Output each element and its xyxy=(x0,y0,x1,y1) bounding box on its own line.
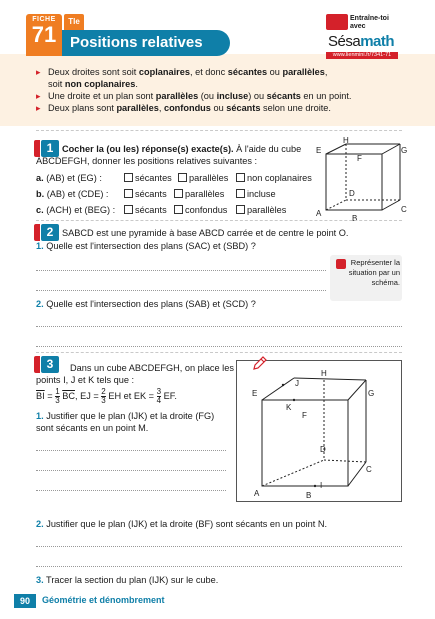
answer-line[interactable] xyxy=(36,546,402,547)
exercise-3-question-3: 3. Tracer la section du plan (IJK) sur le cube. xyxy=(36,575,219,585)
exercise-3-statement-2: points I, J et K tels que : xyxy=(36,375,135,385)
cube-figure-1 xyxy=(312,136,408,222)
exercise-1-statement: Cocher la (ou les) réponse(s) exacte(s). À l'aide du cube xyxy=(62,144,302,154)
label-D: D xyxy=(320,445,326,454)
label-C: C xyxy=(401,205,407,214)
label-B: B xyxy=(306,491,312,500)
label-H: H xyxy=(343,136,349,145)
fraction-1-3: $\frac{1}{3}$ xyxy=(55,387,60,405)
exercise-3-statement: Dans un cube ABCDEFGH, on place les xyxy=(70,363,234,373)
cube-front-face xyxy=(326,154,382,210)
label-A: A xyxy=(254,489,260,498)
exercise-2-question-1: 1. Quelle est l'intersection des plans (SAC) et (SBD) ? xyxy=(36,241,256,251)
tip-box xyxy=(330,255,402,301)
separator xyxy=(36,220,402,221)
chapter-title: Géométrie et dénombrement xyxy=(42,595,165,605)
sesamath-tagline: Entraîne-toi avec xyxy=(350,15,389,30)
label-G: G xyxy=(368,389,375,398)
point-K xyxy=(293,399,295,401)
exercise-2-statement: SABCD est une pyramide à base ABCD carrée et de centre le point O. xyxy=(62,228,349,238)
checkbox[interactable] xyxy=(124,189,133,198)
point-I xyxy=(314,485,316,487)
label-C: C xyxy=(366,465,372,474)
intro-bullet-3: ▸ Deux plans sont parallèles, confondus ou sécants selon une droite. xyxy=(36,102,411,114)
exercise-2-question-2: 2. Quelle est l'intersection des plans (SAB) et (SCD) ? xyxy=(36,299,256,309)
answer-line[interactable] xyxy=(36,566,402,567)
label-G: G xyxy=(401,146,408,155)
exercise-marker xyxy=(34,356,40,373)
checkbox[interactable] xyxy=(236,205,245,214)
answer-line[interactable] xyxy=(36,450,226,451)
intro-list xyxy=(36,66,411,114)
option-a-1[interactable]: sécantes xyxy=(124,172,172,184)
label-E: E xyxy=(252,389,258,398)
sesamath-logo xyxy=(328,33,394,50)
label-F: F xyxy=(357,154,362,163)
intro-bullet-2: ▸ Une droite et un plan sont parallèles (ou incluse) ou sécants en un point. xyxy=(36,90,411,102)
fiche-tab xyxy=(26,14,62,56)
answer-line[interactable] xyxy=(36,290,326,291)
separator xyxy=(36,352,402,353)
option-b-2[interactable]: parallèles xyxy=(174,188,224,200)
option-b-1[interactable]: sécants xyxy=(124,188,167,200)
fraction-3-4: $\frac{3}{4}$ xyxy=(156,387,162,405)
fiche-label: FICHE xyxy=(32,16,56,23)
tip-text: Représenter la situation par un schéma. xyxy=(348,258,400,287)
option-a-3[interactable]: non coplanaires xyxy=(236,172,312,184)
intro-bullet-1: ▸ Deux droites sont soit coplanaires, et donc sécantes ou parallèles, soit non coplanaires. xyxy=(36,66,411,90)
option-b-3[interactable]: incluse xyxy=(236,188,276,200)
sesamath-logo-b: math xyxy=(360,33,395,50)
label-H: H xyxy=(321,369,327,378)
label-E: E xyxy=(316,146,322,155)
option-a-2[interactable]: parallèles xyxy=(178,172,228,184)
separator xyxy=(36,130,402,131)
option-c-2[interactable]: confondus xyxy=(174,204,227,216)
exercise-1-row-c: c. (ACH) et (BEG) : xyxy=(36,205,116,215)
page-number: 90 xyxy=(14,594,36,608)
answer-line[interactable] xyxy=(36,346,402,347)
label-A: A xyxy=(316,209,322,218)
exercise-marker xyxy=(34,224,40,241)
exercise-1-row-b: b. (AB) et (CDE) : xyxy=(36,189,109,199)
sesamath-logo-a: Sésa xyxy=(328,33,361,50)
checkbox[interactable] xyxy=(236,189,245,198)
sesamath-block[interactable] xyxy=(326,14,398,60)
exercise-3-question-2: 2. Justifier que le plan (IJK) et la droite (BF) sont sécants en un point N. xyxy=(36,519,328,529)
checkbox[interactable] xyxy=(236,173,245,182)
exercise-1-number: 1 xyxy=(41,140,59,157)
cube-figure-2 xyxy=(240,366,400,500)
sesamath-url[interactable]: www.lienmini.fr/7341-71 xyxy=(326,52,398,59)
label-F: F xyxy=(302,411,307,420)
exercise-3-equations: $\overline{BI}$ = $\frac{1}{3}$ $\overline{BC}$, EJ = $\frac{2}{3}$ EH et EK = $\frac{3}{4}$ EF. xyxy=(36,387,177,405)
exercise-3-question-1: 1. Justifier que le plan (IJK) et la droite (FG) xyxy=(36,411,215,421)
label-K: K xyxy=(286,403,292,412)
fraction-2-3: $\frac{2}{3}$ xyxy=(101,387,106,405)
exercise-1-statement-2: ABCDEFGH, donner les positions relatives suivantes : xyxy=(36,156,258,166)
checkbox[interactable] xyxy=(124,205,133,214)
answer-line[interactable] xyxy=(36,490,226,491)
answer-line[interactable] xyxy=(36,270,326,271)
checkbox[interactable] xyxy=(174,205,183,214)
label-I: I xyxy=(320,481,323,490)
label-B: B xyxy=(352,214,358,222)
level-badge: Tle xyxy=(64,14,84,30)
answer-line[interactable] xyxy=(36,326,402,327)
exercise-2-number: 2 xyxy=(41,224,59,241)
exercise-3-question-1b: sont sécants en un point M. xyxy=(36,423,149,433)
checkbox[interactable] xyxy=(178,173,187,182)
checkbox[interactable] xyxy=(174,189,183,198)
screen-icon xyxy=(326,14,348,30)
fiche-number: 71 xyxy=(31,22,57,47)
checkbox[interactable] xyxy=(124,173,133,182)
exercise-3-number: 3 xyxy=(41,356,59,373)
page-title: Positions relatives xyxy=(62,30,230,56)
option-c-1[interactable]: sécants xyxy=(124,204,167,216)
answer-line[interactable] xyxy=(36,470,226,471)
label-J: J xyxy=(295,379,299,388)
point-J xyxy=(282,384,284,386)
option-c-3[interactable]: parallèles xyxy=(236,204,286,216)
exercise-1-row-a: a. (AB) et (EG) : xyxy=(36,173,102,183)
label-D: D xyxy=(349,189,355,198)
